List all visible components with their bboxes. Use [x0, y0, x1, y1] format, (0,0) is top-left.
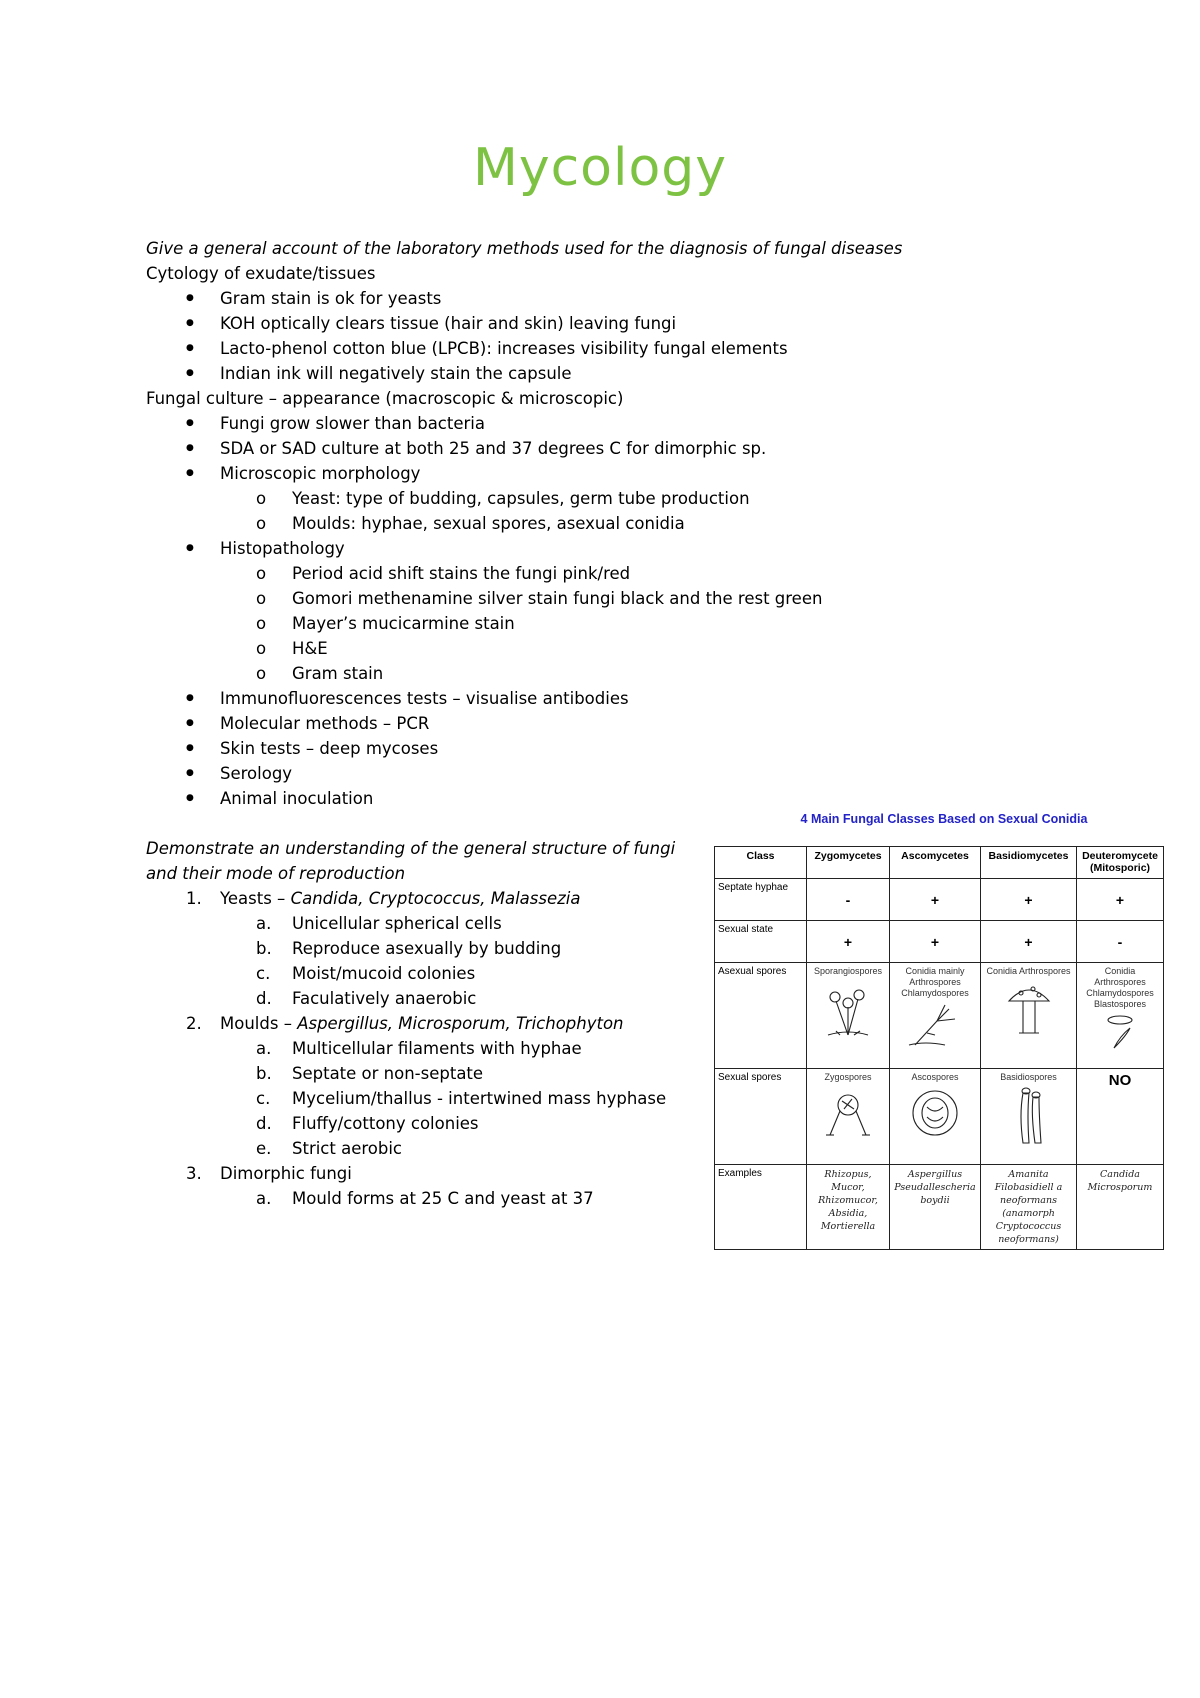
spore-sketch-icon: [1090, 1012, 1150, 1052]
table-cell: Zygospores: [807, 1069, 890, 1165]
table-cell: Basidiospores: [981, 1069, 1077, 1165]
table-cell: +: [890, 921, 981, 963]
sub-bullet-item: o H&E: [146, 636, 706, 661]
numbered-item: 3. Dimorphic fungi: [186, 1164, 352, 1183]
row-label: Sexual spores: [715, 1069, 807, 1165]
sub-bullet-item: o Moulds: hyphae, sexual spores, asexual conidia: [146, 511, 706, 536]
table-row: [715, 1069, 1164, 1165]
table-cell: -: [1077, 921, 1164, 963]
lettered-item: b. Septate or non-septate: [256, 1064, 484, 1083]
basidium-sketch-icon: [999, 1085, 1059, 1147]
ascospore-sketch-icon: [905, 1085, 965, 1141]
sub-bullet-item: o Gomori methenamine silver stain fungi black and the rest green: [146, 586, 706, 611]
sub-bullet-marker: o: [256, 514, 267, 533]
bullet-item: ● Fungi grow slower than bacteria: [146, 411, 706, 436]
question-2-line-2: and their mode of reproduction: [146, 864, 406, 883]
bullet-item: ● KOH optically clears tissue (hair and skin) leaving fungi: [146, 311, 706, 336]
numbered-item: 1. Yeasts – Candida, Cryptococcus, Malassezia: [186, 889, 581, 908]
table-cell: Candida Microsporum: [1077, 1165, 1164, 1250]
conidiophore-sketch-icon: [905, 1001, 965, 1047]
sporangium-sketch-icon: [818, 979, 878, 1037]
bullet-item: ● Microscopic morphology: [146, 461, 706, 486]
table-cell: +: [807, 921, 890, 963]
sub-bullet-item: o Period acid shift stains the fungi pink/red: [146, 561, 706, 586]
table-cell: Rhizopus, Mucor, Rhizomucor, Absidia, Mortierella: [807, 1165, 890, 1250]
zygospore-sketch-icon: [818, 1085, 878, 1141]
sub-bullet-marker: o: [256, 564, 267, 583]
row-label: Examples: [715, 1165, 807, 1250]
bullet-item: ● Indian ink will negatively stain the capsule: [146, 361, 706, 386]
header-cell: Deuteromycete (Mitosporic): [1077, 847, 1164, 879]
lettered-item: c. Mycelium/thallus - intertwined mass hyphase: [256, 1089, 667, 1108]
lettered-item: b. Reproduce asexually by budding: [256, 939, 562, 958]
page-title: Mycology: [472, 138, 728, 198]
lettered-item: a. Multicellular filaments with hyphae: [256, 1039, 582, 1058]
lettered-item: a. Unicellular spherical cells: [256, 914, 502, 933]
bullet-item: ● Histopathology: [146, 536, 706, 561]
header-cell: Class: [715, 847, 807, 879]
table-cell: -: [807, 879, 890, 921]
table-cell: Aspergillus Pseudallescheria boydii: [890, 1165, 981, 1250]
fungal-classes-table: [714, 846, 1164, 1250]
figure-caption: 4 Main Fungal Classes Based on Sexual Conidia: [800, 812, 1088, 826]
table-row: [715, 879, 1164, 921]
row-label: Asexual spores: [715, 963, 807, 1069]
sub-bullet-marker: o: [256, 489, 267, 508]
question-1: Give a general account of the laboratory methods used for the diagnosis of fungal diseases: [146, 239, 903, 258]
table-cell: +: [1077, 879, 1164, 921]
sub-bullet-marker: o: [256, 664, 267, 683]
lettered-item: d. Fluffy/cottony colonies: [256, 1114, 479, 1133]
lettered-item: e. Strict aerobic: [256, 1139, 403, 1158]
sub-bullet-marker: o: [256, 614, 267, 633]
table-cell: Sporangiospores: [807, 963, 890, 1069]
bullet-item: ● Animal inoculation: [146, 786, 706, 811]
bullet-item: ● Immunofluorescences tests – visualise antibodies: [146, 686, 706, 711]
table-cell: NO: [1077, 1069, 1164, 1165]
table-cell: +: [890, 879, 981, 921]
table-row: [715, 921, 1164, 963]
sub-bullet-item: o Yeast: type of budding, capsules, germ tube production: [146, 486, 706, 511]
lettered-item: a. Mould forms at 25 C and yeast at 37: [256, 1189, 594, 1208]
table-row: [715, 963, 1164, 1069]
header-cell: Zygomycetes: [807, 847, 890, 879]
table-cell: Conidia mainly Arthrospores Chlamydospores: [890, 963, 981, 1069]
numbered-item: 2. Moulds – Aspergillus, Microsporum, Trichophyton: [186, 1014, 624, 1033]
table-header-row: [715, 847, 1164, 879]
table-cell: Conidia Arthrospores Chlamydospores Blastospores: [1077, 963, 1164, 1069]
table-cell: +: [981, 921, 1077, 963]
mushroom-sketch-icon: [999, 979, 1059, 1037]
bullet-item: ● SDA or SAD culture at both 25 and 37 degrees C for dimorphic sp.: [146, 436, 706, 461]
bullet-item: ● Molecular methods – PCR: [146, 711, 706, 736]
sub-bullet-marker: o: [256, 639, 267, 658]
header-cell: Basidiomycetes: [981, 847, 1077, 879]
table-cell: +: [981, 879, 1077, 921]
lettered-item: d. Faculatively anaerobic: [256, 989, 477, 1008]
cytology-heading: Cytology of exudate/tissues: [146, 264, 376, 283]
row-label: Sexual state: [715, 921, 807, 963]
bullet-item: ● Lacto-phenol cotton blue (LPCB): increases visibility fungal elements: [146, 336, 706, 361]
sub-bullet-item: o Gram stain: [146, 661, 706, 686]
header-cell: Ascomycetes: [890, 847, 981, 879]
table-cell: Conidia Arthrospores: [981, 963, 1077, 1069]
bullet-item: ● Serology: [146, 761, 706, 786]
culture-heading: Fungal culture – appearance (macroscopic & microscopic): [146, 389, 624, 408]
bullet-item: ● Gram stain is ok for yeasts: [146, 286, 706, 311]
question-2-line-1: Demonstrate an understanding of the general structure of fungi: [146, 839, 676, 858]
table-cell: Ascospores: [890, 1069, 981, 1165]
bullet-item: ● Skin tests – deep mycoses: [146, 736, 706, 761]
table-row: [715, 1165, 1164, 1250]
sub-bullet-marker: o: [256, 589, 267, 608]
lettered-item: c. Moist/mucoid colonies: [256, 964, 476, 983]
table-cell: Amanita Filobasidiell a neoformans (anamorph Cryptococcus neoformans): [981, 1165, 1077, 1250]
row-label: Septate hyphae: [715, 879, 807, 921]
sub-bullet-item: o Mayer’s mucicarmine stain: [146, 611, 706, 636]
